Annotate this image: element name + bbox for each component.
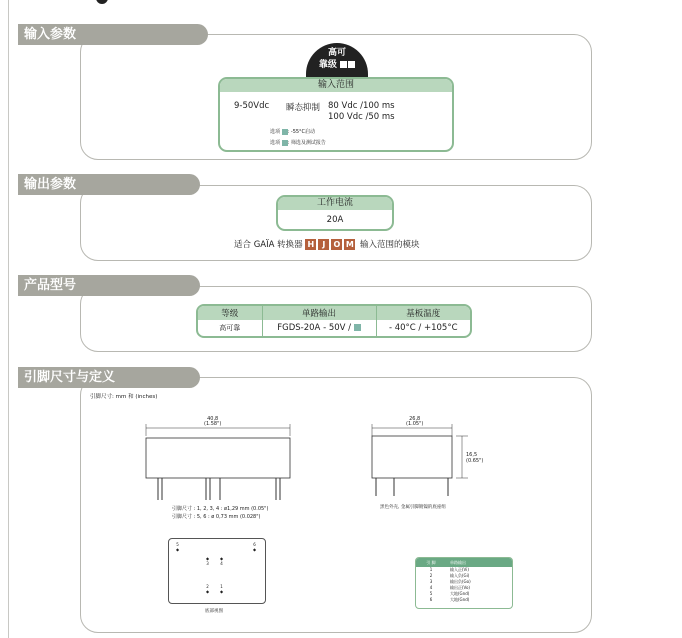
dim-depth: 26,8 (1.05") — [406, 416, 424, 427]
pin-note-1: 引脚尺寸 : 1, 2, 3, 4 : ø1,29 mm (0.05") — [172, 506, 269, 512]
output-current-header: 工作电流 — [278, 197, 392, 210]
part-model: FGDS-20A - 50V / — [262, 320, 376, 336]
front-view-drawing — [140, 414, 300, 510]
input-range-box — [218, 77, 454, 152]
part-table-wrap — [196, 304, 472, 338]
pins-caption: 引脚尺寸: mm 和 (inches) — [90, 394, 158, 400]
pin-note-2: 引脚尺寸 : 5, 6 : ø 0,73 mm (0.028") — [172, 514, 261, 520]
pin-3: ◆ 3 — [206, 556, 210, 566]
pin-table-header: 引 脚 单路输出 — [416, 558, 512, 567]
badge-line1: 高可 — [327, 48, 346, 58]
pin-row-5: 5 大地(Gnd) — [429, 591, 470, 596]
top-decoration — [96, 0, 108, 4]
letter-h: H — [305, 239, 316, 250]
surge-label: 瞬态抑制 — [286, 103, 321, 113]
dim-width: 40,8 (1.58") — [204, 416, 222, 427]
letter-j: J — [318, 239, 329, 250]
pin-row-2: 2 输入负(Gi) — [429, 573, 470, 578]
pin-5: 5 ◆ — [176, 542, 180, 552]
pin-row-1: 1 输入正(Vi) — [429, 567, 469, 572]
surge-value-1: 80 Vdc /100 ms — [328, 101, 395, 111]
pin-4: ◆ 4 — [220, 556, 224, 566]
input-range-value: 9-50Vdc — [234, 101, 270, 111]
badge-line2: 靠级 — [306, 59, 368, 71]
pins-section-title: 引脚尺寸与定义 — [18, 367, 200, 388]
input-section-title: 输入参数 — [18, 24, 208, 45]
part-col-temp: 基板温度 — [376, 306, 470, 320]
option-2: 选项 : 筛选及测试报告 — [270, 140, 326, 146]
bottom-view-drawing — [168, 538, 266, 604]
input-range-header: 输入范围 — [220, 79, 452, 92]
pin-6: 6 ◆ — [253, 542, 257, 552]
output-current-value: 20A — [326, 215, 344, 225]
pin-row-6: 6 大地(Gnd) — [429, 597, 470, 602]
pin-2: 2 ◆ — [206, 584, 210, 594]
side-note: 黑色外壳, 金属引脚镀镍的底座组 — [380, 505, 446, 510]
bottom-view-label: 底部视图 — [205, 609, 223, 614]
pin-1: 1 ◆ — [220, 584, 224, 594]
output-current-box — [276, 195, 394, 231]
pin-row-4: 4 输出正(Vo) — [429, 585, 470, 590]
hi-rel-badge — [306, 43, 368, 77]
letter-o: O — [331, 239, 342, 250]
gaia-note: 适合 GAÏA 转换器 H J O M 输入范围的模块 — [234, 240, 420, 250]
pin-row-3: 3 输出负(Go) — [429, 579, 471, 584]
part-table — [198, 306, 470, 336]
option-1: 选项 : -55°C启动 — [270, 129, 316, 135]
surge-value-2: 100 Vdc /50 ms — [328, 112, 395, 122]
letter-m: M — [345, 240, 354, 249]
part-col-output: 单路输出 — [262, 306, 376, 320]
pin-table — [415, 557, 513, 609]
dim-height: 16,5 (0.65") — [466, 452, 484, 464]
side-view-drawing — [368, 414, 478, 510]
part-col-grade: 等级 — [198, 306, 262, 320]
output-section-title: 输出参数 — [18, 174, 200, 195]
part-temp: - 40°C / +105°C — [388, 323, 458, 333]
part-section-title: 产品型号 — [18, 275, 200, 296]
part-grade: 高可靠 — [198, 320, 262, 336]
left-divider — [8, 0, 9, 638]
